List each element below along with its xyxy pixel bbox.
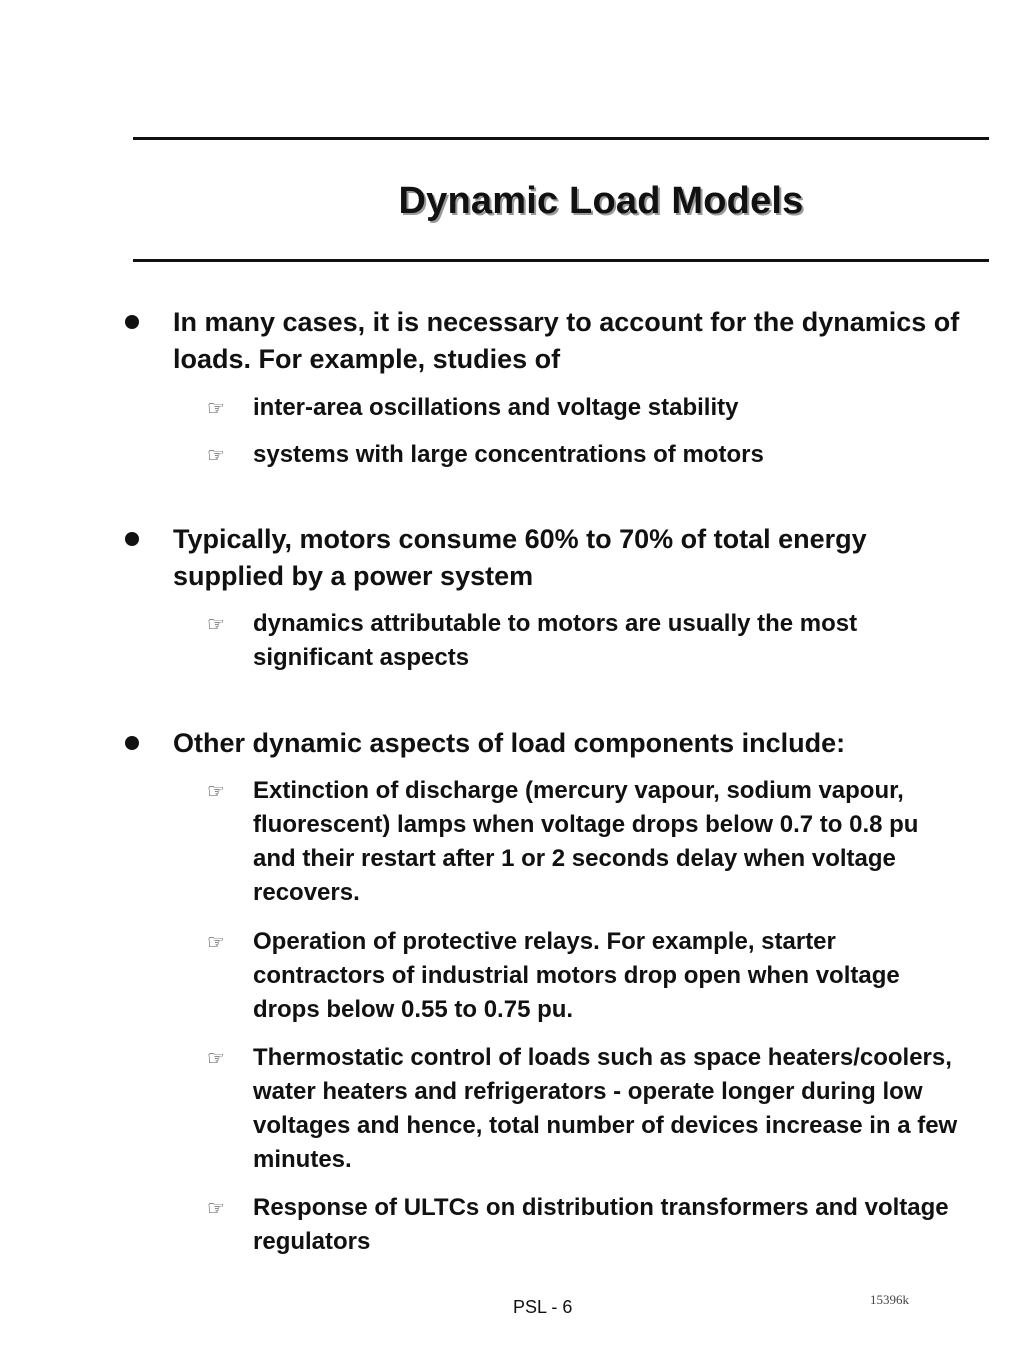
pointing-hand-icon: ☞ (207, 1046, 225, 1070)
bullet-icon (125, 532, 139, 546)
bullet-icon (125, 736, 139, 750)
pointing-hand-icon: ☞ (207, 930, 225, 954)
bottom-rule (133, 259, 989, 262)
sub-bullet-text: systems with large concentrations of motors (253, 441, 764, 468)
pointing-hand-icon: ☞ (207, 396, 225, 420)
bullet-item (173, 521, 973, 595)
page-title: Dynamic Load Models (398, 180, 804, 222)
sub-bullet-text: Extinction of discharge (mercury vapour, sodium vapour, fluorescent) lamps when voltage drops below 0.7 to 0.8 pu and their restart after 1 or 2 seconds delay when voltage recovers. (253, 777, 919, 906)
sub-bullet-item (207, 438, 963, 472)
sub-bullet-item (207, 925, 963, 1027)
bullet-text: Typically, motors consume 60% to 70% of total energy supplied by a power system (173, 524, 867, 591)
pointing-hand-icon: ☞ (207, 612, 225, 636)
bullet-text: Other dynamic aspects of load components include: (173, 728, 846, 758)
footer-page-label: PSL - 6 (513, 1297, 573, 1317)
sub-bullet-text: Operation of protective relays. For example, starter contractors of industrial motors drop open when voltage drops below 0.55 to 0.75 pu. (253, 928, 900, 1023)
bullet-item (173, 725, 973, 762)
sub-bullet-text: Thermostatic control of loads such as space heaters/coolers, water heaters and refrigerators - operate longer during low voltages and hence, total number of devices increase in a few minutes. (253, 1044, 958, 1173)
sub-bullet-text: inter-area oscillations and voltage stability (253, 394, 739, 421)
pointing-hand-icon: ☞ (207, 443, 225, 467)
sub-bullet-text: Response of ULTCs on distribution transformers and voltage regulators (253, 1194, 949, 1255)
sub-bullet-item (207, 391, 963, 425)
sub-bullet-item (207, 1041, 963, 1177)
sub-bullet-item (207, 774, 963, 910)
bullet-item (173, 304, 973, 378)
bullet-text: In many cases, it is necessary to account for the dynamics of loads. For example, studies of (173, 307, 960, 374)
sub-bullet-item (207, 1191, 963, 1259)
pointing-hand-icon: ☞ (207, 779, 225, 803)
bullet-icon (125, 315, 139, 329)
pointing-hand-icon: ☞ (207, 1196, 225, 1220)
sub-bullet-item (207, 607, 963, 675)
top-rule (133, 137, 989, 140)
footer-code: 15396k (870, 1292, 909, 1307)
sub-bullet-text: dynamics attributable to motors are usually the most significant aspects (253, 610, 858, 671)
